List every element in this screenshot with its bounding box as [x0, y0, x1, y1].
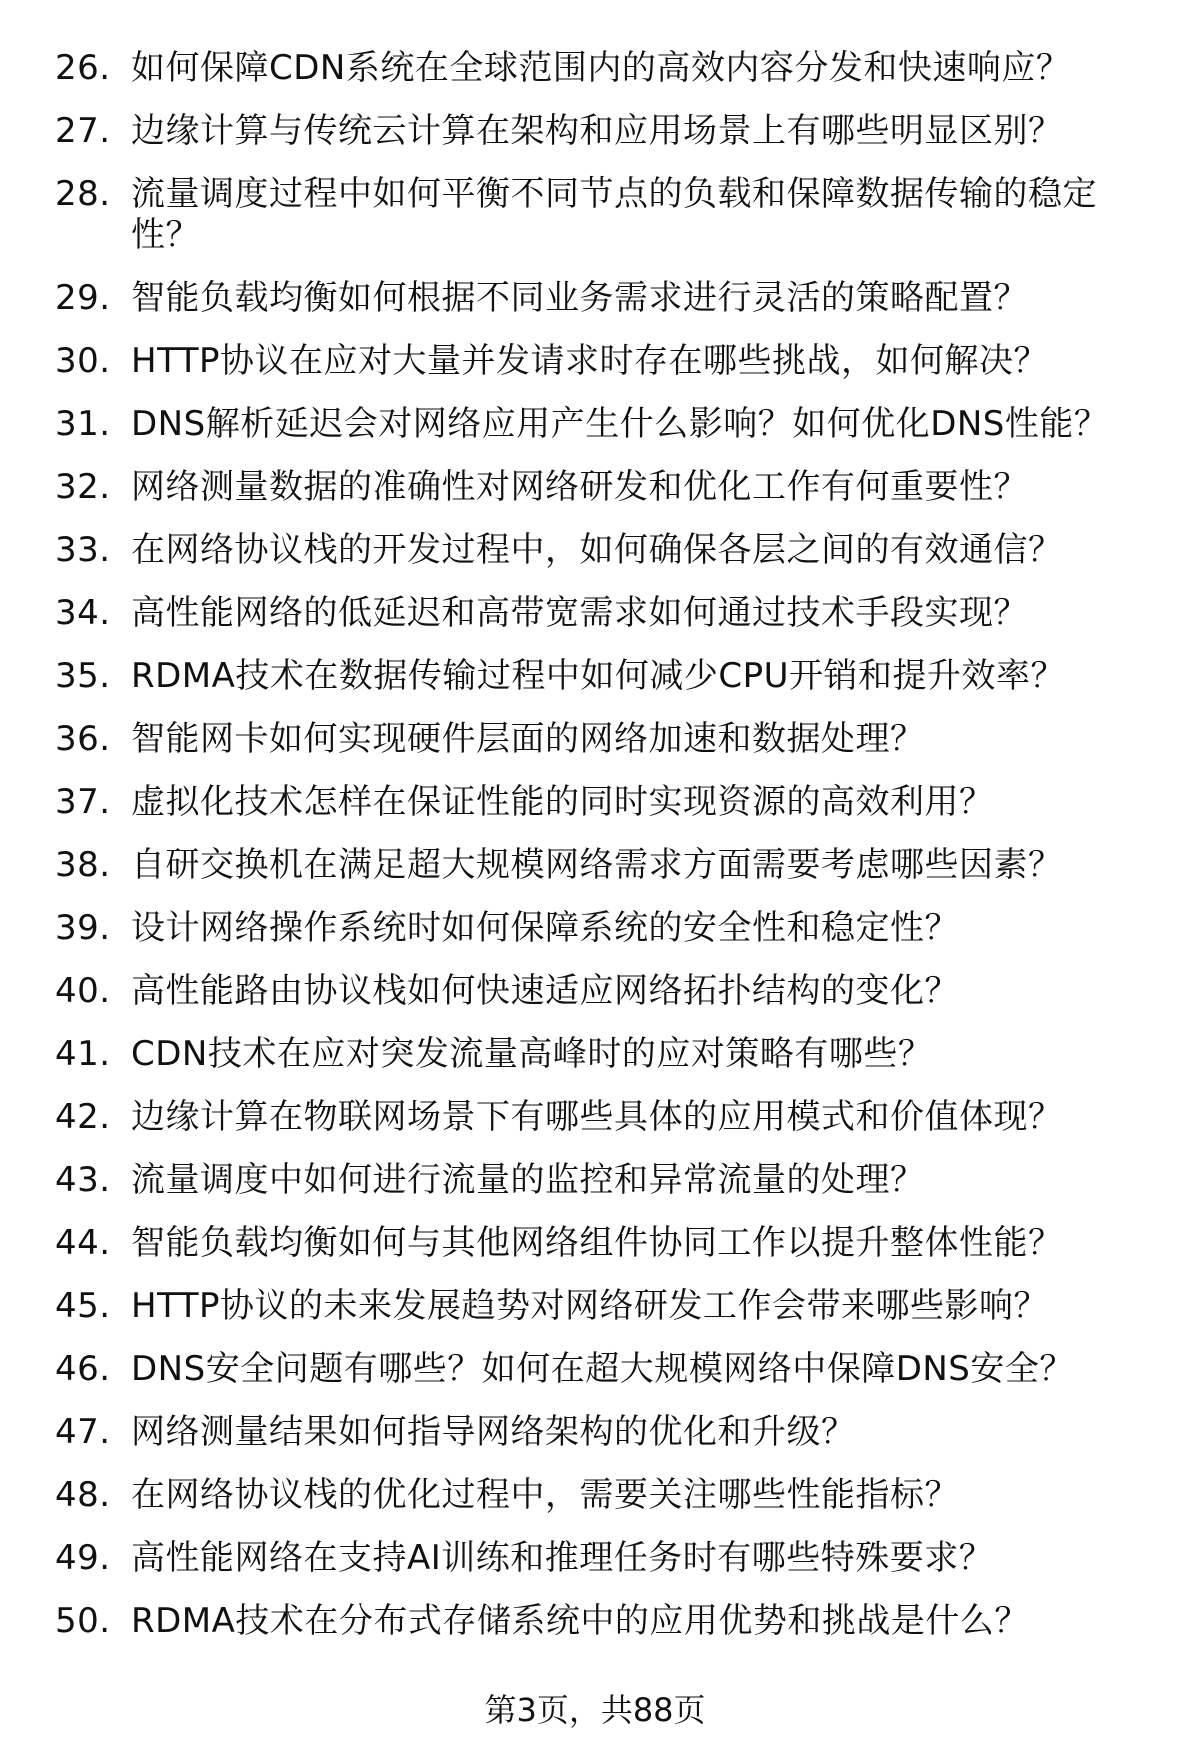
question-text: 网络测量结果如何指导网络架构的优化和升级？ [131, 1412, 856, 1452]
question-number: 39. [55, 908, 111, 948]
question-item [55, 593, 1155, 634]
question-item [55, 341, 1155, 382]
page-footer [0, 1690, 1190, 1730]
question-number: 28. [55, 174, 111, 214]
question-number: 33. [55, 530, 111, 570]
question-text: 智能负载均衡如何根据不同业务需求进行灵活的策略配置？ [131, 278, 1028, 318]
question-text: CDN技术在应对突发流量高峰时的应对策略有哪些？ [131, 1034, 933, 1074]
question-number: 36. [55, 719, 111, 759]
question-item [55, 1475, 1155, 1516]
question-number: 48. [55, 1475, 111, 1515]
question-number: 29. [55, 278, 111, 318]
question-text: RDMA技术在分布式存储系统中的应用优势和挑战是什么？ [131, 1601, 1029, 1641]
question-item [55, 719, 1155, 760]
question-item [55, 908, 1155, 949]
question-text: 智能负载均衡如何与其他网络组件协同工作以提升整体性能？ [131, 1223, 1063, 1263]
question-number: 43. [55, 1160, 111, 1200]
question-item [55, 1601, 1155, 1642]
question-item [55, 530, 1155, 571]
question-item [55, 845, 1155, 886]
page-number-label: 第3页，共88页 [484, 1691, 706, 1729]
question-text: 高性能网络在支持AI训练和推理任务时有哪些特殊要求？ [131, 1538, 994, 1578]
question-text: 智能网卡如何实现硬件层面的网络加速和数据处理？ [131, 719, 925, 759]
question-text: 如何保障CDN系统在全球范围内的高效内容分发和快速响应？ [131, 48, 1071, 88]
question-item [55, 404, 1155, 445]
question-text: RDMA技术在数据传输过程中如何减少CPU开销和提升效率？ [131, 656, 1066, 696]
question-number: 49. [55, 1538, 111, 1578]
question-item [55, 1223, 1155, 1264]
question-number: 26. [55, 48, 111, 88]
question-number: 46. [55, 1349, 111, 1389]
question-item [55, 111, 1155, 152]
question-item [55, 174, 1155, 256]
question-item [55, 1538, 1155, 1579]
question-number: 35. [55, 656, 111, 696]
question-item [55, 971, 1155, 1012]
question-text: 在网络协议栈的优化过程中，需要关注哪些性能指标？ [131, 1475, 959, 1515]
question-text: 网络测量数据的准确性对网络研发和优化工作有何重要性？ [131, 467, 1028, 507]
question-item [55, 782, 1155, 823]
question-number: 30. [55, 341, 111, 381]
question-text: 边缘计算与传统云计算在架构和应用场景上有哪些明显区别？ [131, 111, 1063, 151]
question-number: 34. [55, 593, 111, 633]
question-item [55, 1097, 1155, 1138]
question-text: 设计网络操作系统时如何保障系统的安全性和稳定性？ [131, 908, 959, 948]
question-number: 47. [55, 1412, 111, 1452]
question-item [55, 467, 1155, 508]
question-number: 31. [55, 404, 111, 444]
question-item [55, 1349, 1155, 1390]
question-item [55, 1160, 1155, 1201]
question-number: 32. [55, 467, 111, 507]
question-number: 40. [55, 971, 111, 1011]
question-text: 流量调度中如何进行流量的监控和异常流量的处理？ [131, 1160, 925, 1200]
question-number: 45. [55, 1286, 111, 1326]
question-text: 自研交换机在满足超大规模网络需求方面需要考虑哪些因素？ [131, 845, 1063, 885]
question-item [55, 1034, 1155, 1075]
question-text: DNS安全问题有哪些？如何在超大规模网络中保障DNS安全？ [131, 1349, 1074, 1389]
question-text: 边缘计算在物联网场景下有哪些具体的应用模式和价值体现？ [131, 1097, 1063, 1137]
question-item [55, 656, 1155, 697]
question-text: 流量调度过程中如何平衡不同节点的负载和保障数据传输的稳定性？ [131, 174, 1097, 255]
question-number: 50. [55, 1601, 111, 1641]
question-text: 高性能路由协议栈如何快速适应网络拓扑结构的变化？ [131, 971, 959, 1011]
question-text: HTTP协议在应对大量并发请求时存在哪些挑战，如何解决？ [131, 341, 1049, 381]
question-number: 42. [55, 1097, 111, 1137]
question-number: 41. [55, 1034, 111, 1074]
question-item [55, 48, 1155, 89]
question-text: 在网络协议栈的开发过程中，如何确保各层之间的有效通信？ [131, 530, 1063, 570]
question-list [55, 48, 1155, 1664]
question-number: 37. [55, 782, 111, 822]
question-number: 38. [55, 845, 111, 885]
question-text: 虚拟化技术怎样在保证性能的同时实现资源的高效利用？ [131, 782, 994, 822]
question-item [55, 278, 1155, 319]
question-item [55, 1412, 1155, 1453]
question-text: HTTP协议的未来发展趋势对网络研发工作会带来哪些影响？ [131, 1286, 1049, 1326]
question-number: 44. [55, 1223, 111, 1263]
question-number: 27. [55, 111, 111, 151]
question-text: 高性能网络的低延迟和高带宽需求如何通过技术手段实现？ [131, 593, 1028, 633]
question-text: DNS解析延迟会对网络应用产生什么影响？如何优化DNS性能？ [131, 404, 1109, 444]
question-item [55, 1286, 1155, 1327]
